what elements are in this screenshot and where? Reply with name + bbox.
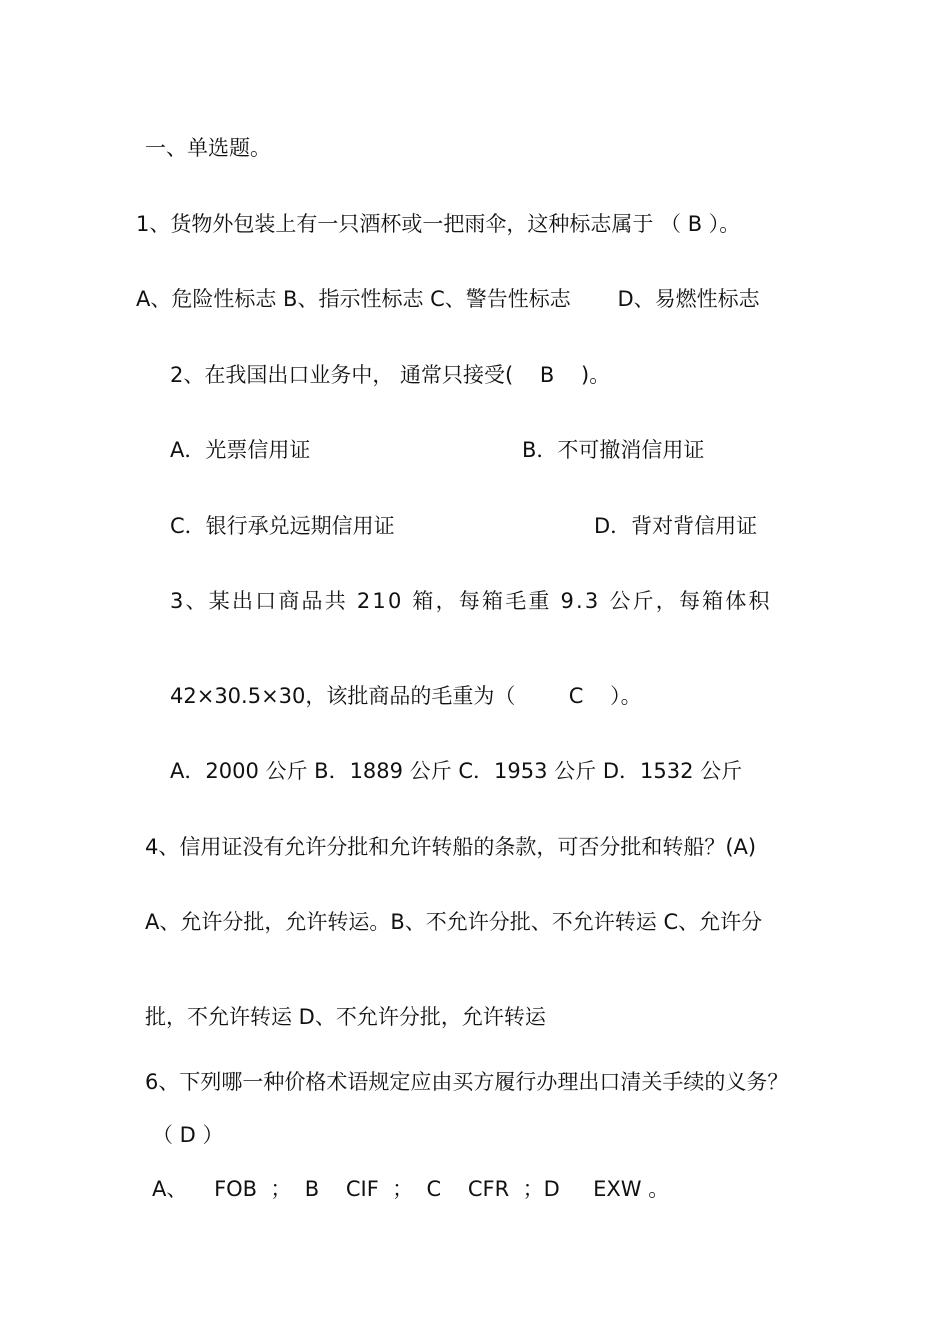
question-2-option-a: A．光票信用证 bbox=[170, 438, 311, 462]
question-6-stem-line2: （ D ） bbox=[152, 1123, 224, 1147]
question-4-options-line1: A、允许分批，允许转运。B、不允许分批、不允许转运 C、允许分 bbox=[145, 910, 763, 934]
question-4-stem: 4、信用证没有允许分批和允许转船的条款，可否分批和转船？(A) bbox=[145, 835, 757, 859]
question-3-stem-line1: 3、某出口商品共 210 箱，每箱毛重 9.3 公斤，每箱体积 bbox=[170, 589, 772, 613]
question-2-option-b: B．不可撤消信用证 bbox=[522, 438, 705, 462]
question-4-options-line2: 批，不允许转运 D、不允许分批，允许转运 bbox=[145, 1005, 546, 1029]
question-6-options: A、 FOB ； B CIF ； C CFR ；D EXW 。 bbox=[152, 1177, 670, 1201]
section-title: 一、单选题。 bbox=[145, 136, 271, 160]
question-3-options: A．2000 公斤 B．1889 公斤 C．1953 公斤 D．1532 公斤 bbox=[170, 759, 743, 783]
question-3-stem-line2: 42×30.5×30，该批商品的毛重为（ C ）。 bbox=[170, 684, 642, 708]
question-2-option-c: C．银行承兑远期信用证 bbox=[170, 514, 395, 538]
question-2-option-d: D．背对背信用证 bbox=[594, 514, 758, 538]
question-6-stem-line1: 6、下列哪一种价格术语规定应由买方履行办理出口清关手续的义务？ bbox=[145, 1070, 789, 1094]
question-1-options: A、危险性标志 B、指示性标志 C、警告性标志 D、易燃性标志 bbox=[136, 287, 760, 311]
question-1-stem: 1、货物外包装上有一只酒杯或一把雨伞，这种标志属于 （ B ）。 bbox=[136, 212, 741, 236]
question-2-stem: 2、在我国出口业务中， 通常只接受( B )。 bbox=[170, 363, 611, 387]
